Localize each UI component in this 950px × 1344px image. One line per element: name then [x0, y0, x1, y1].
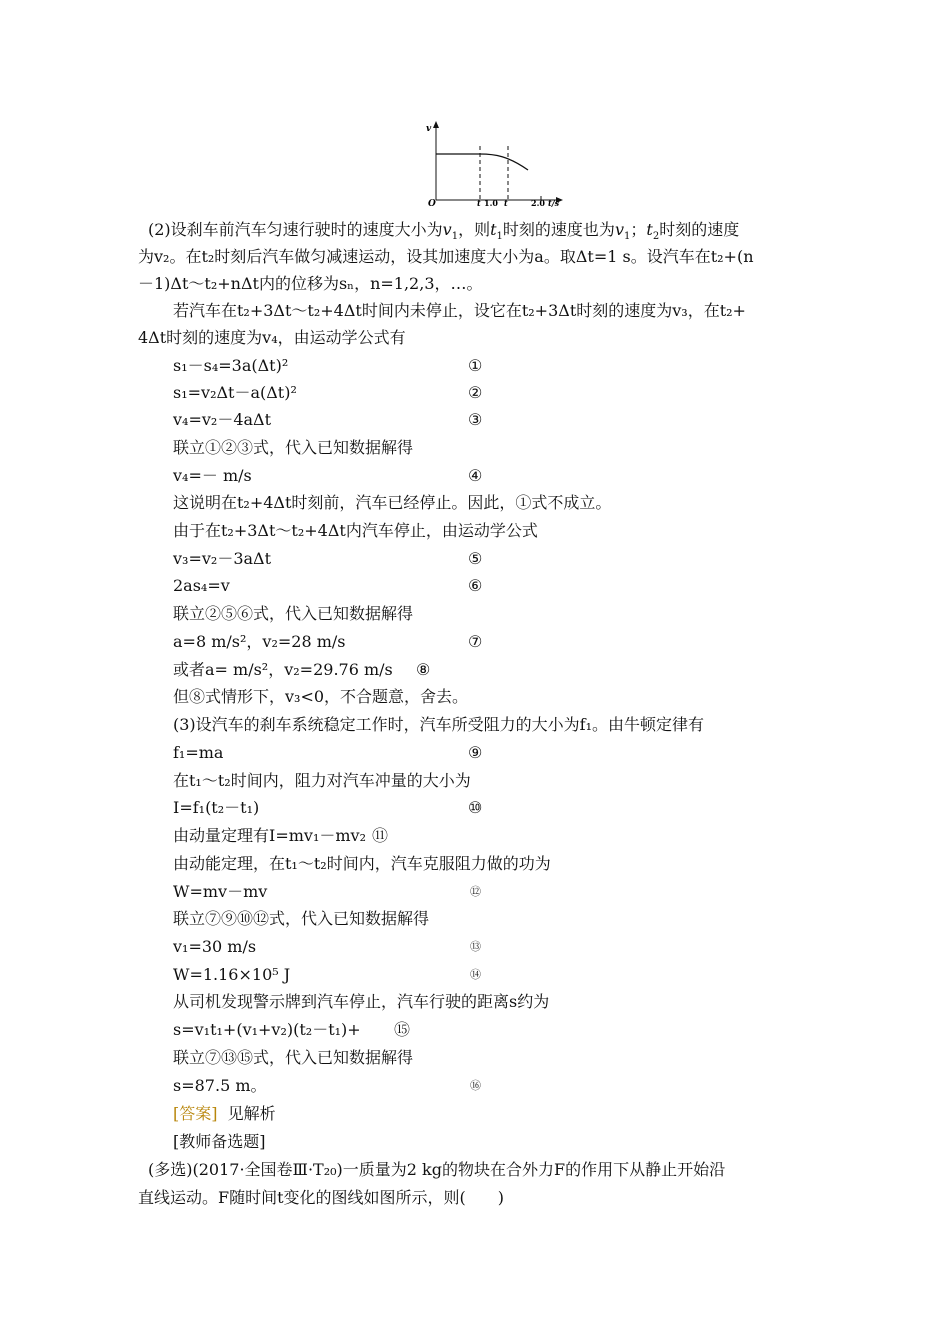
equation-6: 2as₄=v — [173, 576, 230, 595]
equation-1: s₁－s₄=3a(Δt)² — [173, 356, 289, 375]
answer-line — [173, 1102, 276, 1126]
answer-tag: [答案] — [173, 1104, 218, 1123]
tick-1-0: 1.0 — [484, 198, 498, 208]
equation-13: v₁=30 m/s — [173, 937, 257, 956]
equation-mark: ⑨ — [468, 743, 483, 762]
text-span: 时刻的速度也为 — [502, 220, 615, 239]
equation-mark: ① — [468, 356, 483, 375]
text-line: 但⑧式情形下，v₃<0，不合题意，舍去。 — [173, 687, 469, 706]
equation-12: W=mv－mv — [173, 882, 268, 901]
equation-mark: ⑤ — [468, 549, 483, 568]
text-line: (3)设汽车的刹车系统稳定工作时，汽车所受阻力的大小为f₁。由牛顿定律有 — [173, 715, 705, 734]
equation-14: W=1.16×10⁵ J — [173, 965, 291, 984]
answer-text: 见解析 — [227, 1104, 276, 1123]
equation-15: s=v₁t₁+(v₁+v₂)(t₂－t₁)+ — [173, 1020, 361, 1039]
equation-mark: ⑮ — [394, 1020, 411, 1039]
text-line: 从司机发现警示牌到汽车停止，汽车行驶的距离s约为 — [173, 992, 550, 1011]
equation-mark: ⑧ — [416, 660, 431, 679]
text-line: 由于在t₂+3Δt～t₂+4Δt内汽车停止，由运动学公式 — [173, 521, 538, 540]
v-axis-label: v — [426, 124, 432, 134]
equation-mark: ⑭ — [470, 968, 481, 981]
para-2-line-1: (2)设刹车前汽车匀速行驶时的速度大小为$v_1$，则$t_1$时刻的速度也为$v_1$；$t_2$时刻的速度 — [148, 220, 740, 243]
equation-11: 由动量定理有I=mv₁－mv₂ — [173, 826, 366, 845]
equation-mark: ③ — [468, 410, 483, 429]
text-line: 联立①②③式，代入已知数据解得 — [173, 438, 414, 457]
question-line-2: 直线运动。F随时间t变化的图线如图所示，则( ) — [138, 1188, 505, 1207]
equation-4: v₄=－ m/s — [173, 466, 252, 485]
equation-5: v₃=v₂－3aΔt — [173, 549, 272, 568]
equation-mark: ⑦ — [468, 632, 483, 651]
question-line-1: (多选)(2017·全国卷Ⅲ·T₂₀)一质量为2 kg的物块在合外力F的作用下从静止开始沿 — [148, 1160, 726, 1179]
equation-mark: ⑥ — [468, 576, 483, 595]
para-2-line-3: －1)Δt～t₂+nΔt内的位移为sₙ，n=1,2,3，…。 — [138, 274, 483, 293]
equation-mark: ⑯ — [470, 1079, 481, 1092]
text-span: ，则 — [458, 220, 491, 239]
text-line: 在t₁～t₂时间内，阻力对汽车冲量的大小为 — [173, 771, 471, 790]
text-line: 联立⑦⑨⑩⑫式，代入已知数据解得 — [173, 909, 430, 928]
equation-3: v₄=v₂－4aΔt — [173, 410, 272, 429]
equation-10: I=f₁(t₂－t₁) — [173, 798, 260, 817]
para-line: 4Δt时刻的速度为v₄，由运动学公式有 — [138, 328, 406, 347]
text-line: 这说明在t₂+4Δt时刻前，汽车已经停止。因此，①式不成立。 — [173, 493, 612, 512]
velocity-time-graph — [420, 118, 570, 208]
para-line: 若汽车在t₂+3Δt～t₂+4Δt时间内未停止，设它在t₂+3Δt时刻的速度为v₃，在t₂+ — [173, 301, 746, 320]
equation-9: f₁=ma — [173, 743, 224, 762]
equation-mark: ⑪ — [372, 826, 389, 845]
equation-mark: ② — [468, 383, 483, 402]
text-span: (2)设刹车前汽车匀速行驶时的速度大小为 — [148, 220, 443, 239]
origin-label: O — [428, 199, 436, 208]
equation-mark: ④ — [468, 466, 483, 485]
tick-t2: t — [504, 198, 508, 208]
teacher-tag: [教师备选题] — [173, 1132, 266, 1151]
text-line: 由动能定理，在t₁～t₂时间内，汽车克服阻力做的功为 — [173, 854, 551, 873]
text-span: ； — [630, 220, 647, 239]
equation-7: a=8 m/s²，v₂=28 m/s — [173, 632, 346, 651]
tick-t1: t — [477, 198, 481, 208]
equation-16: s=87.5 m。 — [173, 1076, 267, 1095]
t-axis-label: t/s — [548, 198, 560, 208]
equation-mark: ⑩ — [468, 798, 483, 817]
text-line: 联立⑦⑬⑮式，代入已知数据解得 — [173, 1048, 414, 1067]
equation-mark: ⑫ — [470, 885, 481, 898]
text-line: 联立②⑤⑥式，代入已知数据解得 — [173, 604, 414, 623]
equation-mark: ⑬ — [470, 940, 481, 953]
tick-2-0: 2.0 — [531, 198, 545, 208]
equation-2: s₁=v₂Δt－a(Δt)² — [173, 383, 297, 402]
para-2-line-2: 为v₂。在t₂时刻后汽车做匀减速运动，设其加速度大小为a。取Δt=1 s。设汽车在t₂+(n — [138, 247, 754, 266]
equation-8: 或者a= m/s²，v₂=29.76 m/s — [173, 660, 393, 679]
text-span: 时刻的速度 — [659, 220, 740, 239]
